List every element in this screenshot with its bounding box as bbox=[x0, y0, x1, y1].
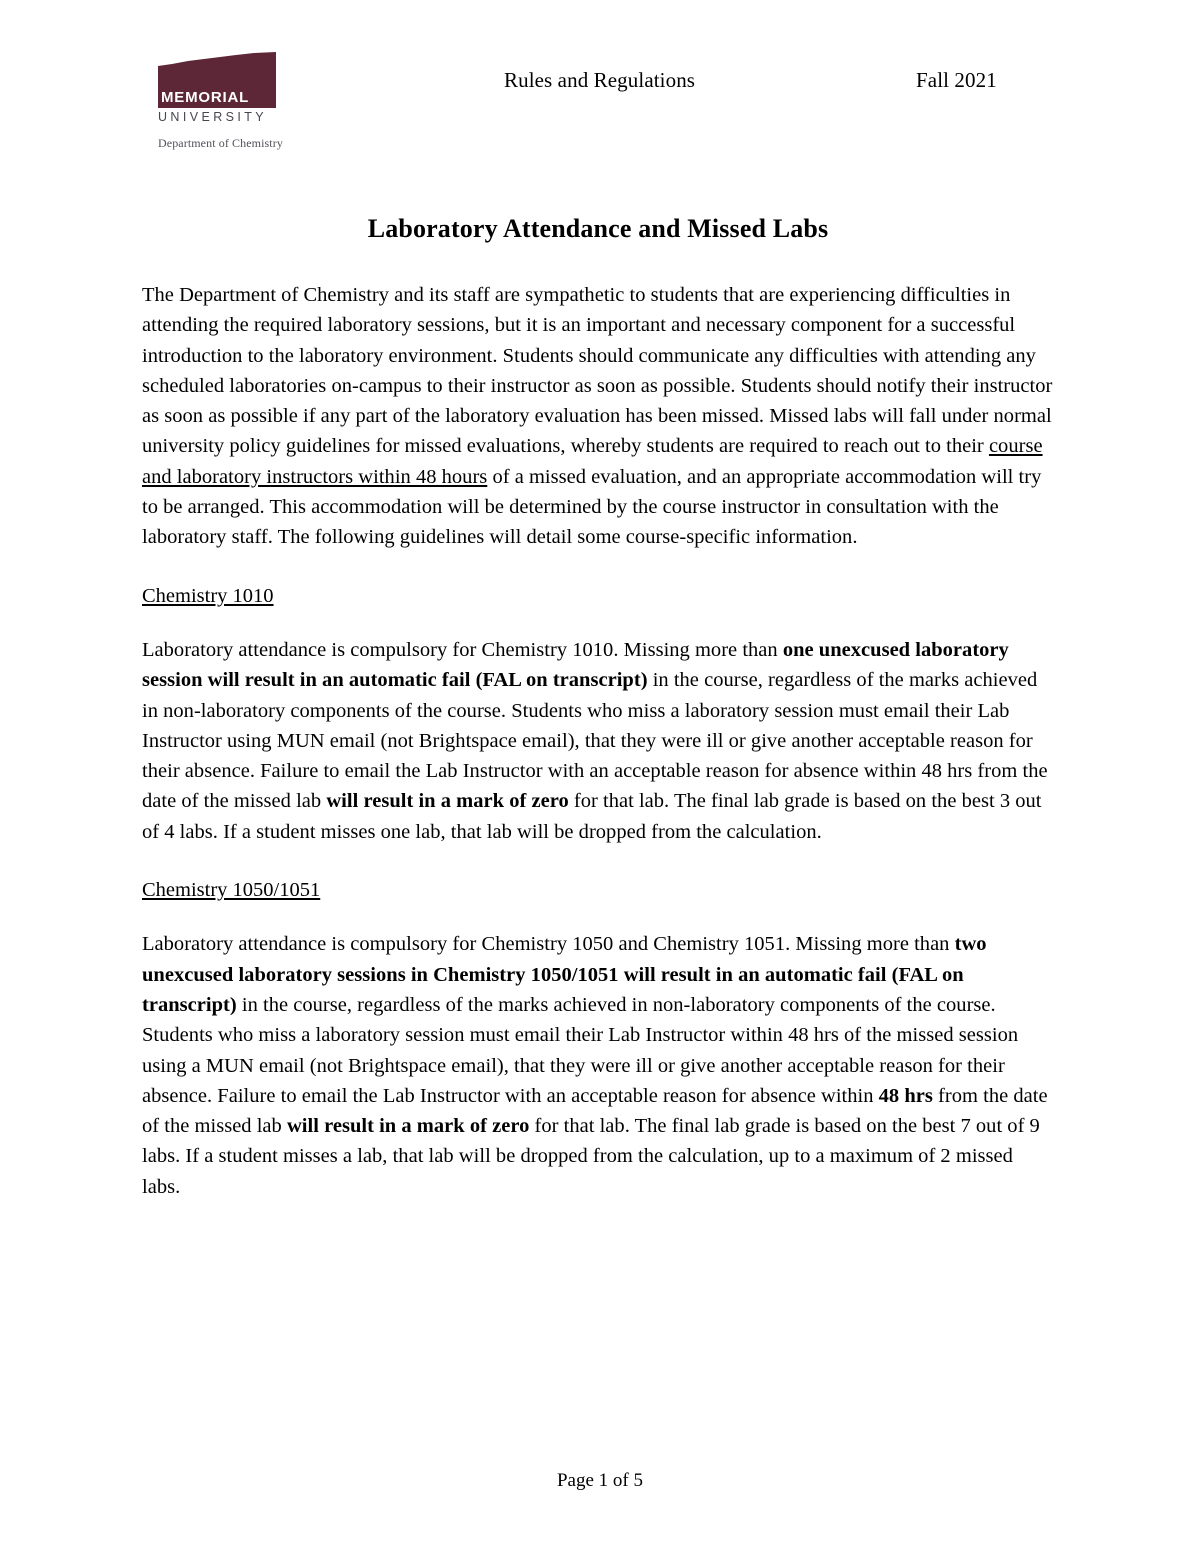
intro-underlined-phrase: course and laboratory instructors within 48 hours bbox=[142, 435, 1043, 488]
chem1050-text-part3: from the date of the missed lab bbox=[142, 1084, 1048, 1138]
chem1010-text-part1: Laboratory attendance is compulsory for Chemistry 1010. Missing more than bbox=[142, 638, 783, 661]
chem1050-bold-phrase-2: 48 hrs bbox=[878, 1084, 933, 1107]
chem1050-text-part1: Laboratory attendance is compulsory for Chemistry 1050 and Chemistry 1051. Missing more than bbox=[142, 933, 955, 956]
page-header bbox=[0, 0, 1200, 180]
logo-wordmark: MEMORIAL bbox=[161, 89, 250, 106]
logo-department-label: Department of Chemistry bbox=[158, 135, 283, 150]
section-paragraph-chemistry-1010 bbox=[142, 635, 1054, 847]
logo-university-label: UNIVERSITY bbox=[158, 110, 268, 124]
section-paragraph-chemistry-1050-1051 bbox=[142, 929, 1054, 1202]
page-title: Laboratory Attendance and Missed Labs bbox=[367, 214, 829, 243]
page-footer bbox=[0, 1470, 1200, 1492]
intro-text-part2: of a missed evaluation, and an appropriate accommodation will try to be arranged. This accommodation will be determined by the course instructor in consultation with the laboratory staff. The following guidelines will detail some course-specific information. bbox=[142, 465, 1042, 549]
memorial-university-logo bbox=[158, 52, 318, 151]
chem1050-text-part2: in the course, regardless of the marks achieved in non-laboratory components of the course. Students who miss a laboratory session must email their Lab Instructor within 48 hrs of the missed session using a MUN email (not Brightspace email), that they were ill or give another acceptable reason for their absence. Failure to email the Lab Instructor with an acceptable reason for absence within bbox=[142, 993, 1019, 1107]
intro-text-part1: The Department of Chemistry and its staff are sympathetic to students that are experiencing difficulties in attending the required laboratory sessions, but it is an important and necessary component for a successful introduction to the laboratory environment. Students should communicate any difficulties with attending any scheduled laboratories on-campus to their instructor as soon as possible. Students should notify their instructor as soon as possible if any part of the laboratory evaluation has been missed. Missed labs will fall under normal university policy guidelines for missed evaluations, whereby students are required to reach out to their bbox=[142, 284, 1053, 458]
chem1050-text-part4: for that lab. The final lab grade is based on the best 7 out of 9 labs. If a student misses a lab, that lab will be dropped from the calculation, up to a maximum of 2 missed labs. bbox=[142, 1115, 1040, 1198]
section-heading-chemistry-1010: Chemistry 1010 bbox=[142, 584, 274, 607]
chem1010-bold-phrase-1: one unexcused laboratory session will result in an automatic fail (FAL on transcript) bbox=[142, 638, 1009, 692]
header-term: Fall 2021 bbox=[916, 68, 997, 92]
page-number-label: Page 1 of 5 bbox=[556, 1470, 643, 1491]
document-content bbox=[142, 214, 1054, 1230]
section-heading-chemistry-1050-1051: Chemistry 1050/1051 bbox=[142, 879, 321, 902]
header-title: Rules and Regulations bbox=[504, 68, 696, 92]
intro-paragraph bbox=[142, 280, 1054, 553]
chem1050-bold-phrase-3: will result in a mark of zero bbox=[286, 1115, 530, 1138]
chem1010-text-part3: for that lab. The final lab grade is based on the best 3 out of 4 labs. If a student misses one lab, that lab will be dropped from the calculation. bbox=[142, 790, 1042, 843]
chem1010-bold-phrase-2: will result in a mark of zero bbox=[326, 790, 569, 813]
logo-mark bbox=[158, 52, 276, 108]
chem1010-text-part2: in the course, regardless of the marks achieved in non-laboratory components of the course. Students who miss a laboratory session must email their Lab Instructor using MUN email (not Brightspace email), that they were ill or give another acceptable reason for their absence. Failure to email the Lab Instructor with an acceptable reason for absence within 48 hrs from the date of the missed lab bbox=[142, 669, 1048, 813]
chem1050-bold-phrase-1: two unexcused laboratory sessions in Chemistry 1050/1051 will result in an automatic fail (FAL on transcript) bbox=[142, 933, 987, 1016]
